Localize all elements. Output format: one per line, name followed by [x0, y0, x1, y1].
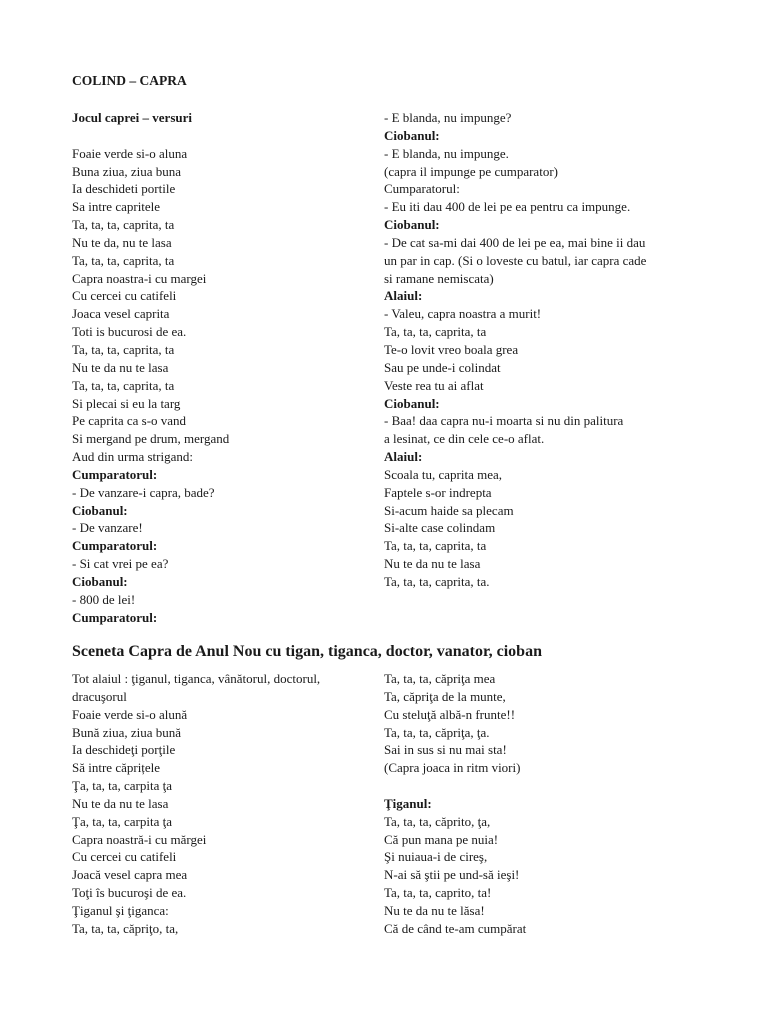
verse-line: Şi nuiaua-i de cireş, — [384, 849, 488, 865]
verse-line: Faptele s-or indrepta — [384, 484, 492, 500]
verse-line: Ţa, ta, ta, carpita ţa — [72, 778, 172, 794]
verse-line: - De cat sa-mi dai 400 de lei pe ea, mai bine ii dau — [384, 234, 646, 250]
verse-line: a lesinat, ce din cele ce-o aflat. — [384, 431, 545, 447]
verse-line: Si-acum haide sa plecam — [384, 502, 514, 518]
verse-line: Sau pe unde-i colindat — [384, 359, 501, 375]
verse-line: Joaca vesel caprita — [72, 306, 170, 322]
verse-line: Sai in sus si nu mai sta! — [384, 742, 507, 758]
verse-line: Tot alaiul : ţiganul, tiganca, vânătorul, doctorul, — [72, 671, 321, 686]
verse-line: Ta, ta, ta, căprito, ţa, — [384, 813, 491, 829]
speaker-label: Jocul caprei – versuri — [72, 110, 192, 125]
verse-line: Toţi îs bucuroşi de ea. — [72, 885, 187, 901]
verse-line: Ta, ta, ta, căpriţa, ţa. — [384, 724, 490, 740]
verse-line: (Capra joaca in ritm viori) — [384, 760, 521, 776]
verse-line: N-ai să ştii pe und-să ieşi! — [384, 867, 520, 883]
verse-line: Nu te da nu te lasa — [384, 556, 481, 572]
verses-column-left — [72, 109, 229, 626]
verse-line: Si-alte case colindam — [384, 520, 496, 536]
verse-line: Foaie verde si-o aluna — [72, 145, 188, 161]
verse-line: Nu te da, nu te lasa — [72, 234, 172, 250]
verse-line: Aud din urma strigand: — [72, 449, 193, 465]
verse-line: - Si cat vrei pe ea? — [72, 556, 169, 572]
verse-line: - Valeu, capra noastra a murit! — [384, 306, 542, 322]
verse-line: Ta, ta, ta, căpriţa mea — [384, 671, 496, 686]
verse-line: - 800 de lei! — [72, 591, 136, 607]
verse-line: Cu steluţă albă-n frunte!! — [384, 706, 516, 722]
verse-line: dracuşorul — [72, 688, 127, 704]
verse-line: Bună ziua, ziua bună — [72, 724, 182, 740]
verse-line: - De vanzare-i capra, bade? — [72, 484, 215, 500]
verse-line: Ţa, ta, ta, carpita ţa — [72, 813, 172, 829]
verse-line: Pe caprita ca s-o vand — [72, 413, 187, 429]
speaker-label: Alaiul: — [384, 449, 423, 465]
verse-line: Ta, ta, ta, caprita, ta — [72, 217, 175, 233]
verse-line: Nu te da nu te lasa — [72, 359, 169, 375]
verses-column-right — [384, 109, 646, 591]
verse-line: - E blanda, nu impunge? — [384, 110, 512, 125]
sceneta-column-right — [384, 670, 526, 938]
blank-line — [384, 777, 526, 795]
speaker-label: Ţiganul: — [384, 795, 432, 811]
verse-line: Cumparatorul: — [384, 181, 460, 197]
verse-line: Ta, ta, ta, caprita, ta — [384, 538, 487, 554]
verse-line: Ta, căpriţa de la munte, — [384, 688, 506, 704]
verse-line: Nu te da nu te lăsa! — [384, 902, 485, 918]
speaker-label: Cumparatorul: — [72, 538, 158, 554]
verse-line: Buna ziua, ziua buna — [72, 163, 182, 179]
verse-line: Să intre căprițele — [72, 760, 161, 776]
speaker-label: Ciobanul: — [72, 502, 128, 518]
blank-line — [72, 127, 229, 145]
speaker-label: Ciobanul: — [384, 127, 440, 143]
verse-line: - De vanzare! — [72, 520, 143, 536]
verse-line: Ta, ta, ta, caprita, ta — [384, 324, 487, 340]
verse-line: Ta, ta, ta, caprita, ta — [72, 252, 175, 268]
verse-line: Si mergand pe drum, mergand — [72, 431, 230, 447]
verse-line: Foaie verde si-o alună — [72, 706, 188, 722]
speaker-label: Ciobanul: — [384, 395, 440, 411]
speaker-label: Ciobanul: — [72, 573, 128, 589]
verse-line: Si plecai si eu la targ — [72, 395, 181, 411]
verse-line: (capra il impunge pe cumparator) — [384, 163, 558, 179]
verse-line: Te-o lovit vreo boala grea — [384, 341, 519, 357]
speaker-label: Cumparatorul: — [72, 609, 158, 625]
speaker-label: Ciobanul: — [384, 217, 440, 233]
verse-line: Ta, ta, ta, caprito, ta! — [384, 885, 492, 901]
verse-line: Ţiganul şi ţiganca: — [72, 902, 169, 918]
verse-line: Scoala tu, caprita mea, — [384, 466, 503, 482]
verse-line: Că de când te-am cumpărat — [384, 920, 527, 936]
verse-line: Că pun mana pe nuia! — [384, 831, 499, 847]
verse-line: Capra noastra-i cu margei — [72, 270, 207, 286]
verse-line: Ta, ta, ta, caprita, ta — [72, 341, 175, 357]
speaker-label: Alaiul: — [384, 288, 423, 304]
verse-line: Ia deschideţi porţile — [72, 742, 176, 758]
verse-line: Ta, ta, ta, caprita, ta — [72, 377, 175, 393]
verse-line: - Baa! daa capra nu-i moarta si nu din palitura — [384, 413, 624, 429]
sceneta-column-left — [72, 670, 320, 938]
verse-line: Ta, ta, ta, caprita, ta. — [384, 573, 490, 589]
verse-line: - E blanda, nu impunge. — [384, 145, 509, 161]
verse-line: Cu cercei cu catifeli — [72, 288, 177, 304]
verse-line: - Eu iti dau 400 de lei pe ea pentru ca impunge. — [384, 199, 631, 215]
speaker-label: Cumparatorul: — [72, 466, 158, 482]
verse-line: Sa intre capritele — [72, 199, 161, 215]
verse-line: Cu cercei cu catifeli — [72, 849, 177, 865]
verse-line: Nu te da nu te lasa — [72, 795, 169, 811]
verse-line: Veste rea tu ai aflat — [384, 377, 484, 393]
verse-line: Joacă vesel capra mea — [72, 867, 188, 883]
document-title: COLIND – CAPRA — [72, 73, 187, 88]
verse-line: si ramane nemiscata) — [384, 270, 494, 286]
section-heading: Sceneta Capra de Anul Nou cu tigan, tiganca, doctor, vanator, cioban — [72, 643, 542, 660]
verse-line: Toti is bucurosi de ea. — [72, 324, 187, 340]
verse-line: un par in cap. (Si o loveste cu batul, iar capra cade — [384, 252, 647, 268]
verse-line: Ia deschideti portile — [72, 181, 176, 197]
verse-line: Ta, ta, ta, căpriţo, ta, — [72, 920, 179, 936]
verse-line: Capra noastră-i cu mărgei — [72, 831, 207, 847]
